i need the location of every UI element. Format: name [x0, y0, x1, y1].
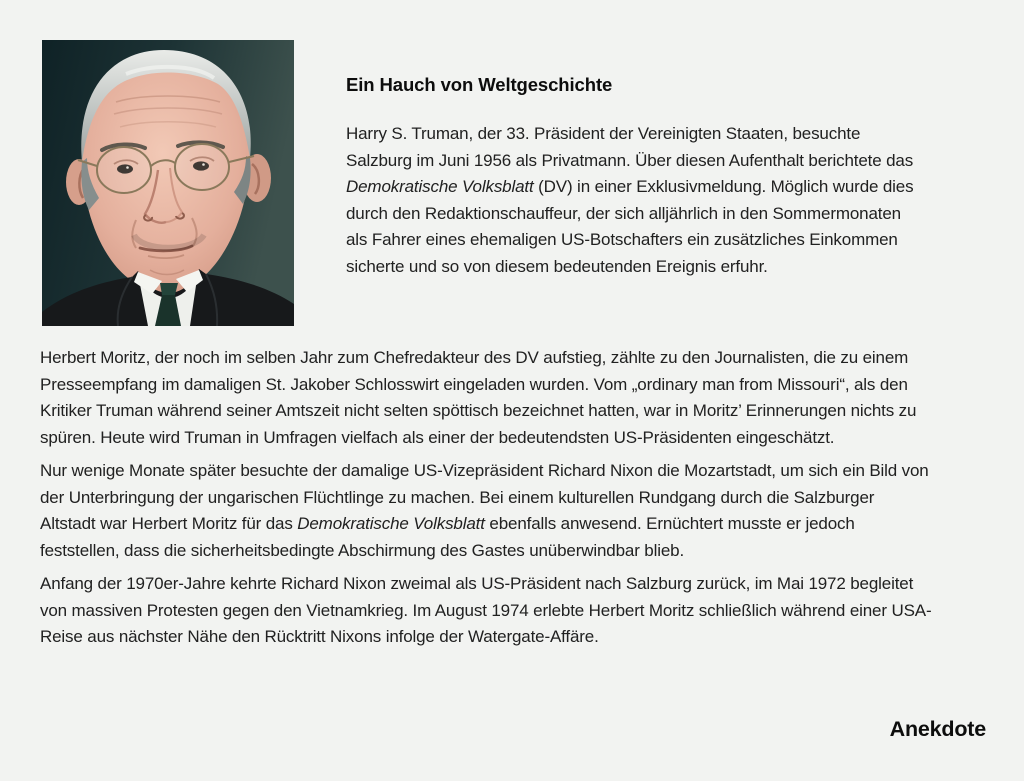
paragraph-nixon-visit	[40, 458, 933, 564]
intro-paragraph	[346, 121, 924, 280]
text-segment: (DV) in einer Exklusivmeldung. Möglich wurde dies durch den Redaktionschauffeur, der sich alljährlich in den Sommermonaten als Fahrer eines ehemaligen US-Botschafters ein zusätzliches Einkommen sicherte und so von diesem bedeutenden Ereignis erfuhr.	[346, 177, 914, 276]
article-title: Ein Hauch von Weltgeschichte	[346, 74, 613, 95]
text-segment: Herbert Moritz, der noch im selben Jahr zum Chefredakteur des DV aufstieg, zählte zu den Journalisten, die zu einem Presseempfang im damaligen St. Jakober Schlosswirt eingeladen wurden. Vom „ordinary man from Missouri“, als den Kritiker Truman während seiner Amtszeit nicht selten spöttisch bezeichnet hatten, war in Moritz’ Erinnerungen nichts zu spüren. Heute wird Truman in Umfragen vielfach als einer der bedeutendsten US-Präsidenten eingeschätzt.	[40, 348, 917, 447]
truman-portrait-illustration	[42, 40, 294, 326]
paragraph-nixon-return	[40, 571, 933, 651]
paragraph-press-reception	[40, 345, 933, 451]
intro-block	[346, 73, 924, 280]
truman-portrait-photo	[42, 40, 294, 326]
text-segment: Anfang der 1970er-Jahre kehrte Richard Nixon zweimal als US-Präsident nach Salzburg zurück, im Mai 1972 begleitet von massiven Protesten gegen den Vietnamkrieg. Im August 1974 erlebte Herbert Moritz schließlich während einer USA-Reise aus nächster Nähe den Rücktritt Nixons infolge der Watergate-Affäre.	[40, 574, 932, 646]
italic-text-segment: Demokratische Volksblatt	[346, 177, 534, 196]
text-segment: ebenfalls anwesend. Ernüchtert musste er jedoch feststellen, dass die sicherheitsbedingte Abschirmung des Gastes unüberwindbar blieb.	[40, 514, 855, 560]
italic-text-segment: Demokratische Volksblatt	[297, 514, 485, 533]
text-segment: Harry S. Truman, der 33. Präsident der Vereinigten Staaten, besuchte Salzburg im Juni 1956 als Privatmann. Über diesen Aufenthalt berichtete das	[346, 124, 914, 170]
body-block	[40, 345, 933, 658]
text-segment: Nur wenige Monate später besuchte der damalige US-Vizepräsident Richard Nixon die Mozartstadt, um sich ein Bild von der Unterbringung der ungarischen Flüchtlinge zu machen. Bei einem kulturellen Rundgang durch die Salzburger Altstadt war Herbert Moritz für das	[40, 461, 929, 533]
category-label: Anekdote	[889, 717, 986, 741]
